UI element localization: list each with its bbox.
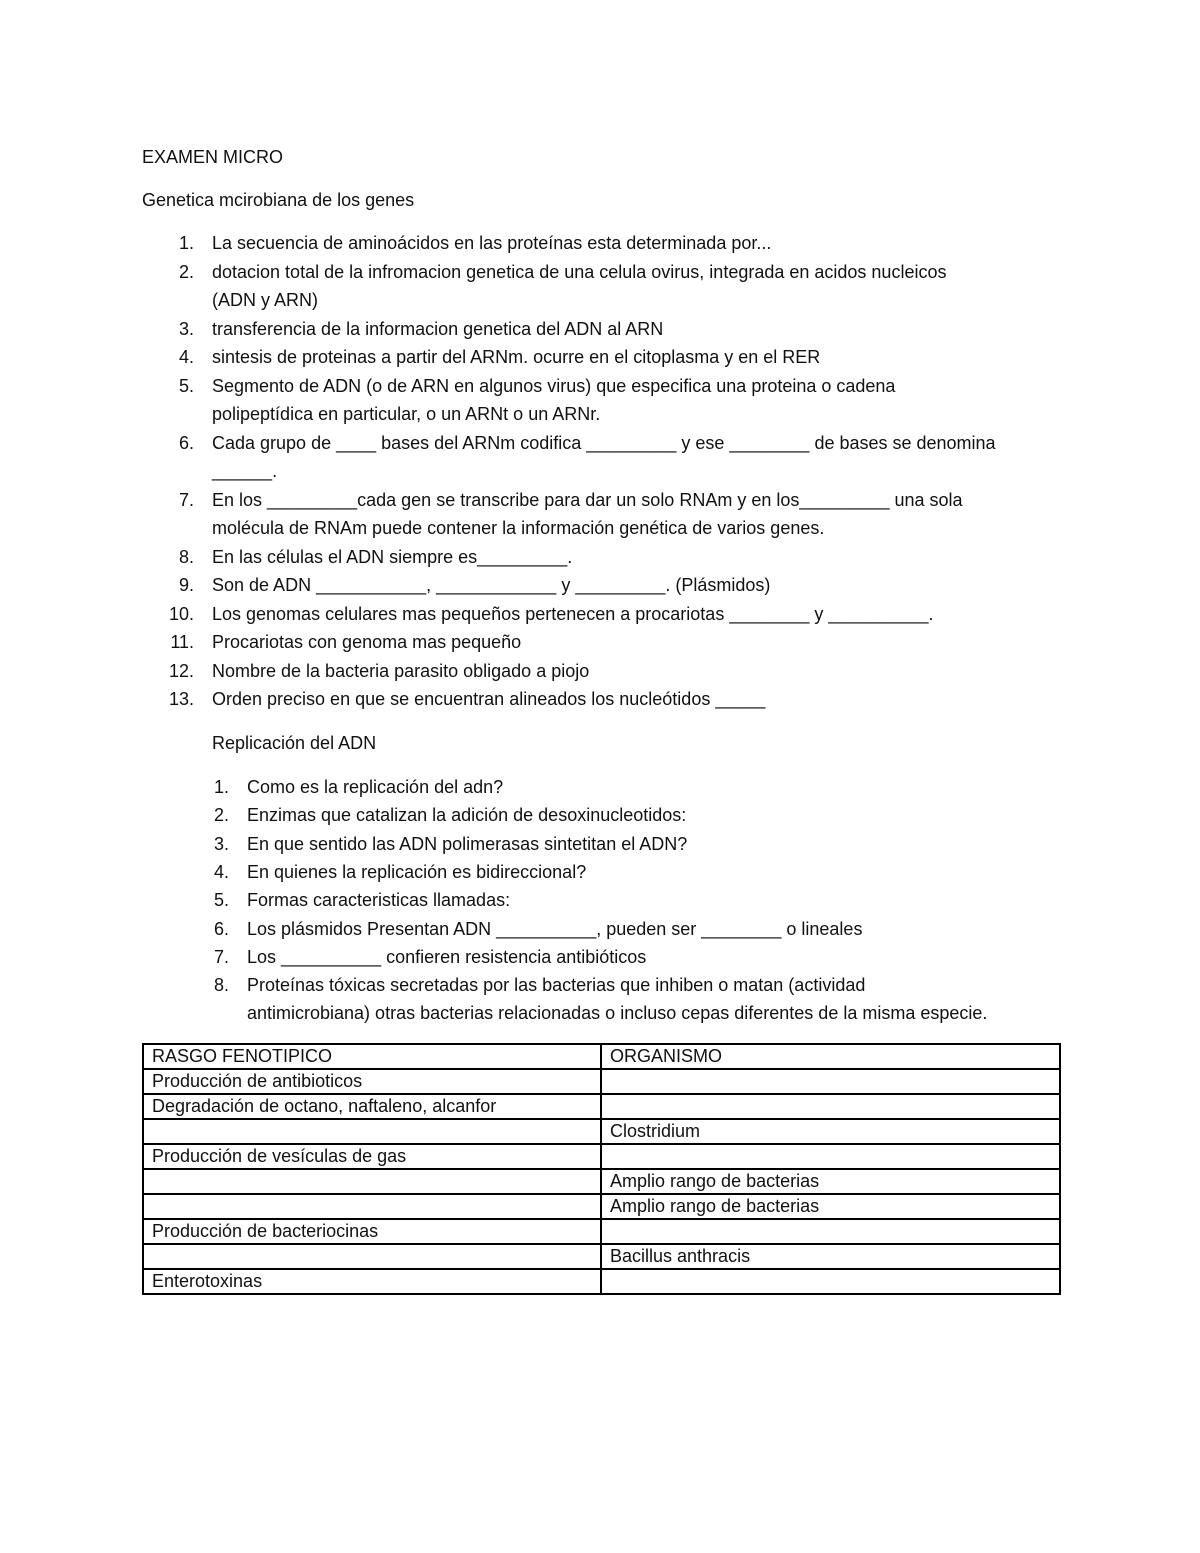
genetics-question-number: 10. bbox=[168, 603, 194, 624]
genetics-question-number: 4. bbox=[178, 347, 194, 367]
table-row bbox=[143, 1269, 1060, 1294]
genetics-question-number: 13. bbox=[168, 689, 194, 709]
table-row bbox=[143, 1094, 1060, 1119]
genetics-question-text: Procariotas con genoma mas pequeño bbox=[212, 632, 522, 652]
trait-cell: Producción de vesículas de gas bbox=[143, 1144, 601, 1169]
replication-question-number: 3. bbox=[213, 833, 229, 854]
replication-question-number: 5. bbox=[213, 890, 229, 911]
table-header-row bbox=[143, 1044, 1060, 1069]
organism-cell: Amplio rango de bacterias bbox=[601, 1169, 1060, 1194]
genetics-question-text: Los genomas celulares mas pequeños pertenecen a procariotas ________ y __________. bbox=[212, 603, 934, 624]
header-organism: ORGANISMO bbox=[601, 1044, 1060, 1069]
replication-question-text: Formas caracteristicas llamadas: bbox=[247, 890, 511, 911]
trait-cell bbox=[143, 1244, 601, 1269]
replication-question-number: 2. bbox=[213, 805, 229, 826]
organism-cell bbox=[601, 1094, 1060, 1119]
replication-question-text: Los plásmidos Presentan ADN __________, pueden ser ________ o lineales bbox=[247, 918, 863, 939]
genetics-question-number: 6. bbox=[178, 432, 194, 453]
genetics-question-text: transferencia de la informacion genetica del ADN al ARN bbox=[212, 318, 664, 339]
genetics-question-number: 1. bbox=[178, 233, 194, 253]
genetics-question-text: En los _________cada gen se transcribe para dar un solo RNAm y en los_________ una sola bbox=[212, 489, 963, 510]
replication-question-number: 7. bbox=[213, 946, 229, 967]
header-trait: RASGO FENOTIPICO bbox=[143, 1044, 601, 1069]
replication-question-number: 1. bbox=[213, 777, 229, 797]
replication-question-number: 4. bbox=[213, 861, 229, 882]
genetics-question-text: (ADN y ARN) bbox=[212, 290, 319, 310]
organism-cell bbox=[601, 1269, 1060, 1294]
genetics-question-text: Segmento de ADN (o de ARN en algunos virus) que especifica una proteina o cadena bbox=[212, 375, 896, 396]
replication-question-text: Los __________ confieren resistencia antibióticos bbox=[247, 946, 647, 967]
genetics-question-text: ______. bbox=[212, 461, 278, 481]
genetics-question-text: Son de ADN ___________, ____________ y _________. (Plásmidos) bbox=[212, 575, 771, 595]
genetics-question-text: Orden preciso en que se encuentran alineados los nucleótidos _____ bbox=[212, 689, 766, 709]
section-heading-replication: Replicación del ADN bbox=[212, 733, 377, 753]
replication-question-text: Como es la replicación del adn? bbox=[247, 777, 504, 797]
organism-cell: Bacillus anthracis bbox=[601, 1244, 1060, 1269]
replication-question-number: 6. bbox=[213, 918, 229, 939]
table-row bbox=[143, 1069, 1060, 1094]
document-title: EXAMEN MICRO bbox=[142, 147, 284, 167]
genetics-question-text: Nombre de la bacteria parasito obligado a piojo bbox=[212, 660, 590, 681]
genetics-question-number: 12. bbox=[168, 660, 194, 681]
table-row bbox=[143, 1219, 1060, 1244]
trait-cell bbox=[143, 1194, 601, 1219]
organism-cell bbox=[601, 1069, 1060, 1094]
genetics-question-number: 2. bbox=[178, 261, 194, 282]
genetics-question-text: sintesis de proteinas a partir del ARNm. ocurre en el citoplasma y en el RER bbox=[212, 347, 821, 367]
section-heading-genetics: Genetica mcirobiana de los genes bbox=[142, 190, 415, 210]
replication-question-text: Enzimas que catalizan la adición de desoxinucleotidos: bbox=[247, 805, 687, 826]
organism-cell: Amplio rango de bacterias bbox=[601, 1194, 1060, 1219]
table-row bbox=[143, 1194, 1060, 1219]
replication-question-number: 8. bbox=[213, 975, 229, 996]
genetics-question-number: 5. bbox=[178, 375, 194, 396]
replication-question-text: En quienes la replicación es bidireccional? bbox=[247, 861, 587, 882]
genetics-question-text: En las células el ADN siempre es_________. bbox=[212, 546, 573, 567]
genetics-question-text: La secuencia de aminoácidos en las proteínas esta determinada por... bbox=[212, 233, 772, 253]
traits-table bbox=[142, 1043, 1061, 1295]
replication-question-text: Proteínas tóxicas secretadas por las bacterias que inhiben o matan (actividad bbox=[247, 975, 866, 996]
genetics-question-number: 3. bbox=[178, 318, 194, 339]
genetics-question-number: 11. bbox=[170, 632, 194, 652]
replication-question-text: En que sentido las ADN polimerasas sintetitan el ADN? bbox=[247, 833, 688, 854]
genetics-question-number: 8. bbox=[178, 546, 194, 567]
genetics-question-text: dotacion total de la infromacion genetica de una celula ovirus, integrada en acidos nucleicos bbox=[212, 261, 947, 282]
organism-cell bbox=[601, 1144, 1060, 1169]
organism-cell: Clostridium bbox=[601, 1119, 1060, 1144]
replication-question-text: antimicrobiana) otras bacterias relacionadas o incluso cepas diferentes de la misma especie. bbox=[247, 1003, 988, 1024]
table-row bbox=[143, 1119, 1060, 1144]
trait-cell: Degradación de octano, naftaleno, alcanfor bbox=[143, 1094, 601, 1119]
genetics-question-text: molécula de RNAm puede contener la información genética de varios genes. bbox=[212, 518, 825, 538]
genetics-question-text: Cada grupo de ____ bases del ARNm codifica _________ y ese ________ de bases se denomina bbox=[212, 432, 996, 453]
trait-cell bbox=[143, 1169, 601, 1194]
trait-cell: Producción de bacteriocinas bbox=[143, 1219, 601, 1244]
trait-cell: Producción de antibioticos bbox=[143, 1069, 601, 1094]
genetics-question-text: polipeptídica en particular, o un ARNt o un ARNr. bbox=[212, 404, 601, 424]
genetics-question-number: 7. bbox=[178, 489, 194, 510]
table-row bbox=[143, 1244, 1060, 1269]
organism-cell bbox=[601, 1219, 1060, 1244]
genetics-question-number: 9. bbox=[178, 575, 194, 595]
trait-cell: Enterotoxinas bbox=[143, 1269, 601, 1294]
table-row bbox=[143, 1144, 1060, 1169]
table-row bbox=[143, 1169, 1060, 1194]
trait-cell bbox=[143, 1119, 601, 1144]
